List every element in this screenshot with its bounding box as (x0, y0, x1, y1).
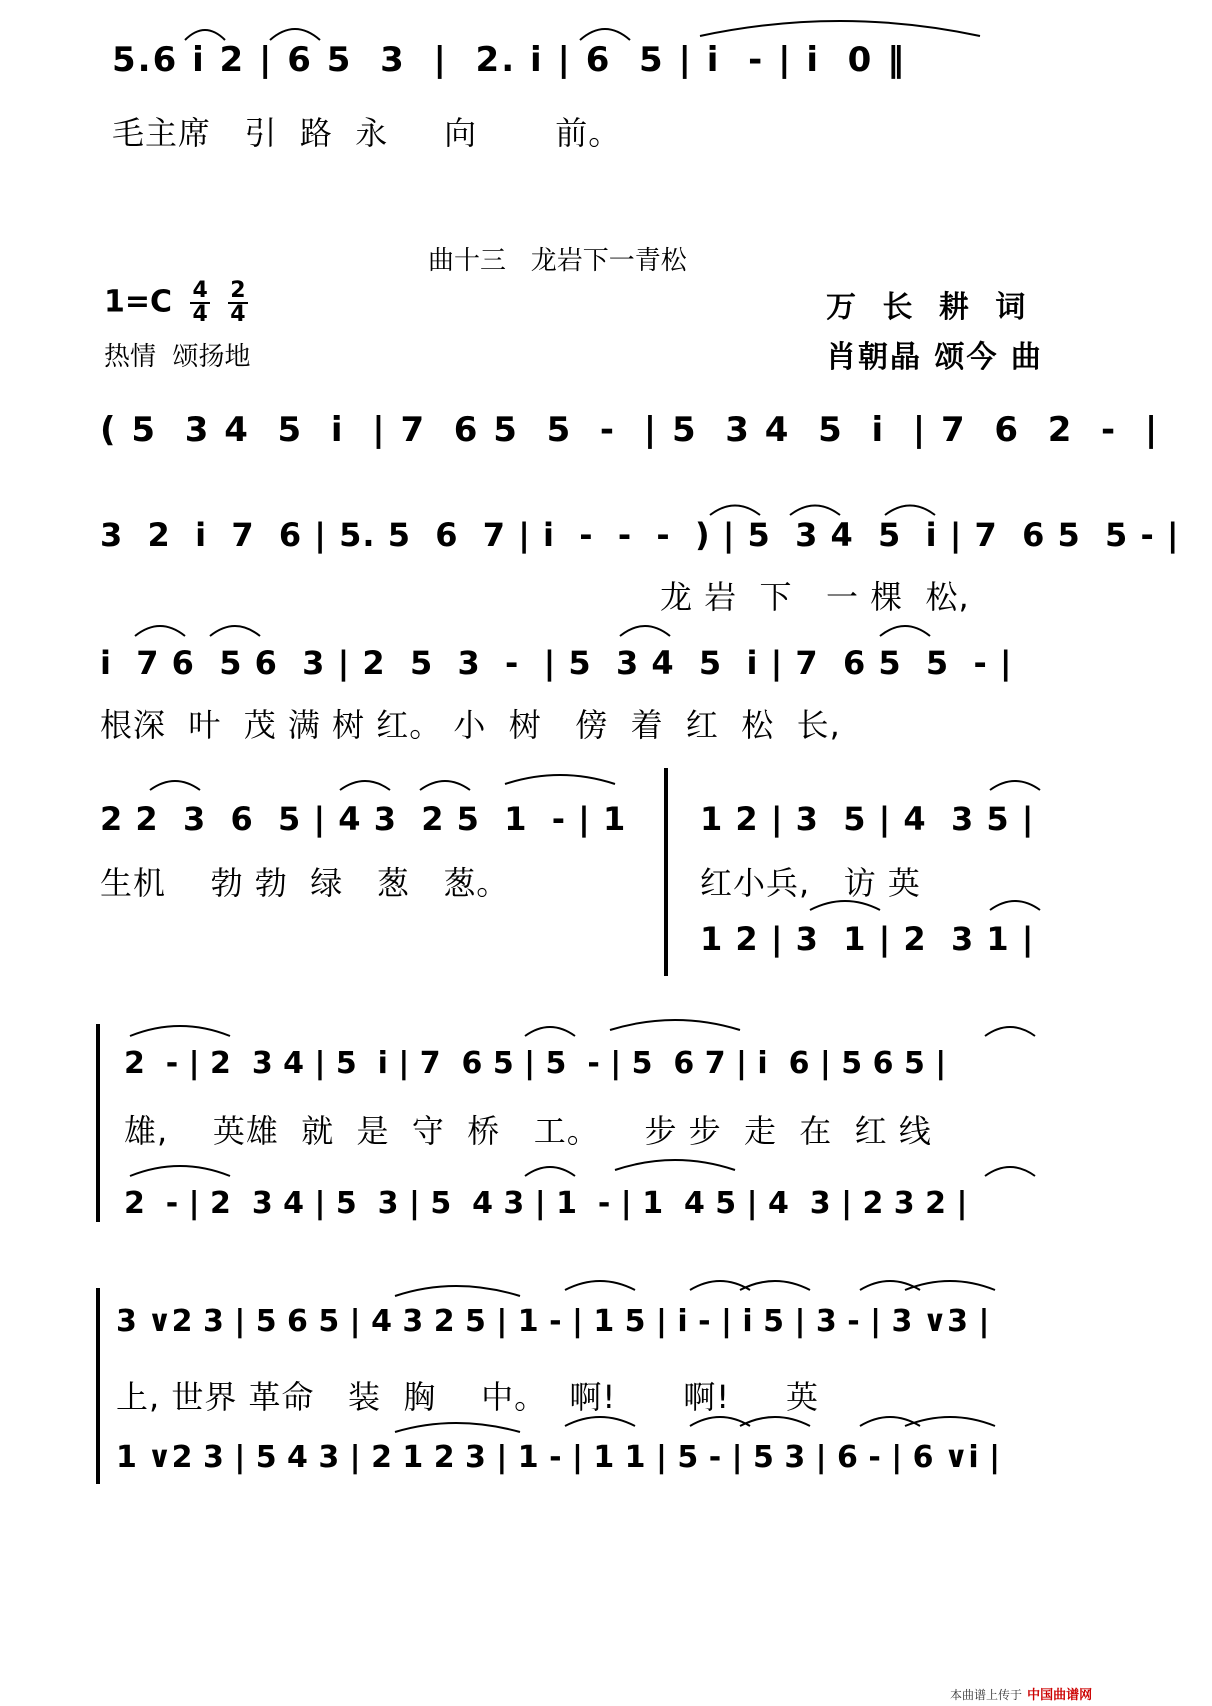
slur (420, 781, 470, 790)
slur (270, 29, 320, 40)
time-sig-1-num: 4 (192, 278, 208, 303)
lyricist-credit: 万 长 耕 词 (826, 290, 1034, 325)
time-sig-2-num: 2 (230, 278, 246, 303)
system-5-upper-lyrics: 雄, 英雄 就 是 守 桥 工。 步 步 走 在 红 线 (124, 1112, 932, 1150)
slur (525, 1027, 575, 1036)
slur (740, 1281, 810, 1290)
tempo-marking: 热情 颂扬地 (104, 342, 251, 372)
system-4-lower-notes: 1 2 | 3 1 | 2 3 1 | (700, 920, 1035, 958)
slur (990, 781, 1040, 790)
time-sig-1-den: 4 (192, 302, 208, 327)
slur (990, 901, 1040, 910)
composer-credit: 肖朝晶 颂今 曲 (826, 340, 1043, 375)
slur (710, 506, 760, 516)
slur (885, 506, 935, 516)
song-title: 曲十三 龙岩下一青松 (428, 246, 687, 276)
top-notes-line: 5.6 i 2 | 6 5 3 | 2. i | 6 5 | i - | i 0 ‖ (112, 40, 907, 80)
slur (620, 626, 670, 636)
slur (580, 29, 630, 40)
system-4-upper-lyrics: 红小兵, 访 英 (700, 864, 921, 902)
slur (130, 1026, 230, 1036)
slur (505, 775, 615, 784)
system-3-notes: i 7 6 5 6 3 | 2 5 3 - | 5 3 4 5 i | 7 6 5 5 - | (100, 644, 1013, 682)
system-6-lower-notes: 1 ∨2 3 | 5 4 3 | 2 1 2 3 | 1 - | 1 1 | 5 - | 5 3 | 6 - | 6 ∨i | (116, 1440, 1001, 1475)
slur (615, 1160, 735, 1170)
slur (740, 1417, 810, 1426)
slur (985, 1167, 1035, 1176)
system-2-lyrics: 龙 岩 下 一 棵 松, (660, 578, 970, 616)
slur (565, 1417, 635, 1426)
slur (150, 781, 200, 790)
system-4-upper-notes: 1 2 | 3 5 | 4 3 5 | (700, 800, 1035, 838)
slur (810, 901, 880, 910)
time-sig-2-den: 4 (230, 302, 246, 327)
slur (185, 30, 225, 40)
system-3-lyrics: 根深 叶 茂 满 树 红。 小 树 傍 着 红 松 长, (100, 706, 841, 744)
slur (340, 781, 390, 790)
watermark (950, 1684, 1092, 1703)
slur (525, 1167, 575, 1176)
system-6-upper-lyrics: 上, 世界 革命 装 胸 中。 啊! 啊! 英 (116, 1378, 819, 1416)
slur (395, 1286, 520, 1296)
system-5-lower-notes: 2 - | 2 3 4 | 5 3 | 5 4 3 | 1 - | 1 4 5 | 4 3 | 2 3 2 | (124, 1186, 968, 1221)
system-1-notes: ( 5 3 4 5 i | 7 6 5 5 - | 5 3 4 5 i | 7 6 2 - | (100, 410, 1160, 450)
top-lyrics-line: 毛主席 引 路 永 向 前。 (112, 114, 622, 152)
slur (985, 1027, 1035, 1036)
slur (130, 1166, 230, 1176)
slur (610, 1020, 740, 1030)
slur (210, 626, 260, 636)
slur (565, 1281, 635, 1290)
slur (395, 1423, 520, 1432)
slur (135, 626, 185, 636)
system-2-notes: 3 2 i 7 6 | 5. 5 6 7 | i - - - ) | 5 3 4 5 i | 7 6 5 5 - | (100, 516, 1180, 554)
watermark-text: 本曲谱上传于 (950, 1688, 1023, 1702)
slur (700, 21, 980, 36)
system-4-notes: 2 2 3 6 5 | 4 3 2 5 1 - | 1 (100, 800, 627, 838)
watermark-logo: 中国曲谱网 (1027, 1688, 1093, 1703)
key-label: 1=C (104, 284, 173, 320)
system-4-lyrics: 生机 勃 勃 绿 葱 葱。 (100, 864, 510, 902)
system-6-upper-notes: 3 ∨2 3 | 5 6 5 | 4 3 2 5 | 1 - | 1 5 | i - | i 5 | 3 - | 3 ∨3 | (116, 1304, 990, 1339)
slur (880, 626, 930, 636)
system-5-upper-notes: 2 - | 2 3 4 | 5 i | 7 6 5 | 5 - | 5 6 7 | i 6 | 5 6 5 | (124, 1046, 947, 1081)
slur (790, 506, 840, 516)
